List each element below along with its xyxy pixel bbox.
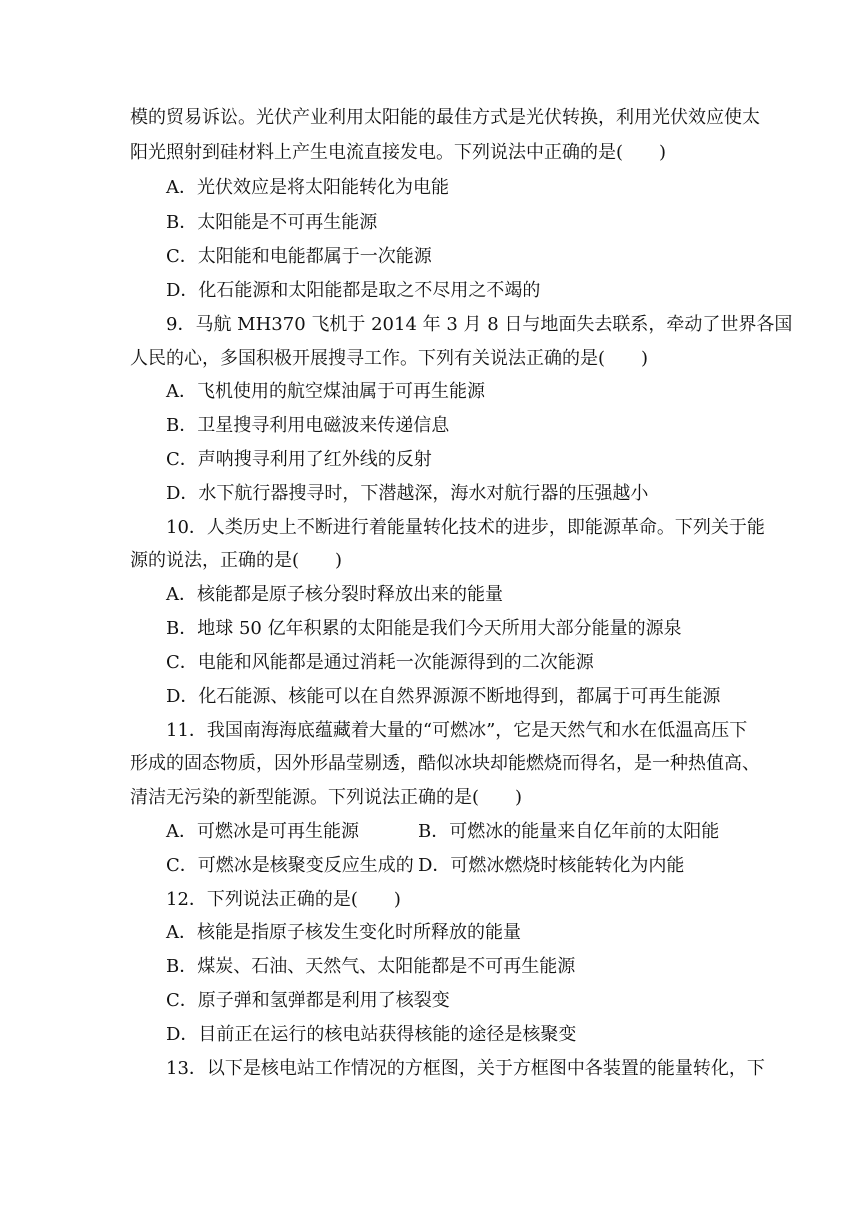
question-9-option-b: B．卫星搜寻利用电磁波来传递信息 xyxy=(166,415,450,436)
question-10-option-b: B．地球 50 亿年积累的太阳能是我们今天所用大部分能量的源泉 xyxy=(166,618,682,639)
question-11-option-c: C．可燃冰是核聚变反应生成的 xyxy=(166,855,414,876)
question-9-option-c: C．声呐搜寻利用了红外线的反射 xyxy=(166,449,432,470)
question-12-option-a: A．核能是指原子核发生变化时所释放的能量 xyxy=(166,922,521,943)
intro-option-c: C．太阳能和电能都属于一次能源 xyxy=(166,246,432,267)
intro-line-1: 模的贸易诉讼。光伏产业利用太阳能的最佳方式是光伏转换，利用光伏效应使太 xyxy=(130,107,760,128)
question-11-line-2: 形成的固态物质，因外形晶莹剔透，酷似冰块却能燃烧而得名，是一种热值高、 xyxy=(130,753,760,774)
question-10-line-1: 10．人类历史上不断进行着能量转化技术的进步，即能源革命。下列关于能 xyxy=(166,517,765,538)
intro-option-d: D．化石能源和太阳能都是取之不尽用之不竭的 xyxy=(166,280,541,301)
question-13-line-1: 13．以下是核电站工作情况的方框图，关于方框图中各装置的能量转化，下 xyxy=(166,1058,765,1079)
intro-option-a: A．光伏效应是将太阳能转化为电能 xyxy=(166,177,449,198)
question-11-option-a: A．可燃冰是可再生能源 xyxy=(166,821,359,842)
question-9-option-d: D．水下航行器搜寻时，下潜越深，海水对航行器的压强越小 xyxy=(166,483,649,504)
question-9-option-a: A．飞机使用的航空煤油属于可再生能源 xyxy=(166,381,485,402)
intro-option-b: B．太阳能是不可再生能源 xyxy=(166,212,378,233)
question-11-option-b: B．可燃冰的能量来自亿年前的太阳能 xyxy=(418,821,720,842)
question-10-line-2: 源的说法，正确的是( ) xyxy=(130,550,343,571)
question-11-option-d: D．可燃冰燃烧时核能转化为内能 xyxy=(418,855,685,876)
question-9-line-2: 人民的心，多国积极开展搜寻工作。下列有关说法正确的是( ) xyxy=(130,348,649,369)
question-9-line-1: 9．马航 MH370 飞机于 2014 年 3 月 8 日与地面失去联系，牵动了世界各国 xyxy=(166,314,793,335)
question-10-option-d: D．化石能源、核能可以在自然界源源不断地得到，都属于可再生能源 xyxy=(166,686,721,707)
intro-line-2: 阳光照射到硅材料上产生电流直接发电。下列说法中正确的是( ) xyxy=(130,142,667,163)
question-12-line-1: 12．下列说法正确的是( ) xyxy=(166,889,401,910)
question-11-line-1: 11．我国南海海底蕴藏着大量的“可燃冰”，它是天然气和水在低温高压下 xyxy=(166,720,748,741)
question-12-option-b: B．煤炭、石油、天然气、太阳能都是不可再生能源 xyxy=(166,956,576,977)
question-10-option-c: C．电能和风能都是通过消耗一次能源得到的二次能源 xyxy=(166,652,594,673)
question-12-option-d: D．目前正在运行的核电站获得核能的途径是核聚变 xyxy=(166,1024,577,1045)
question-12-option-c: C．原子弹和氢弹都是利用了核裂变 xyxy=(166,990,450,1011)
question-10-option-a: A．核能都是原子核分裂时释放出来的能量 xyxy=(166,584,503,605)
question-11-line-3: 清洁无污染的新型能源。下列说法正确的是( ) xyxy=(130,787,523,808)
